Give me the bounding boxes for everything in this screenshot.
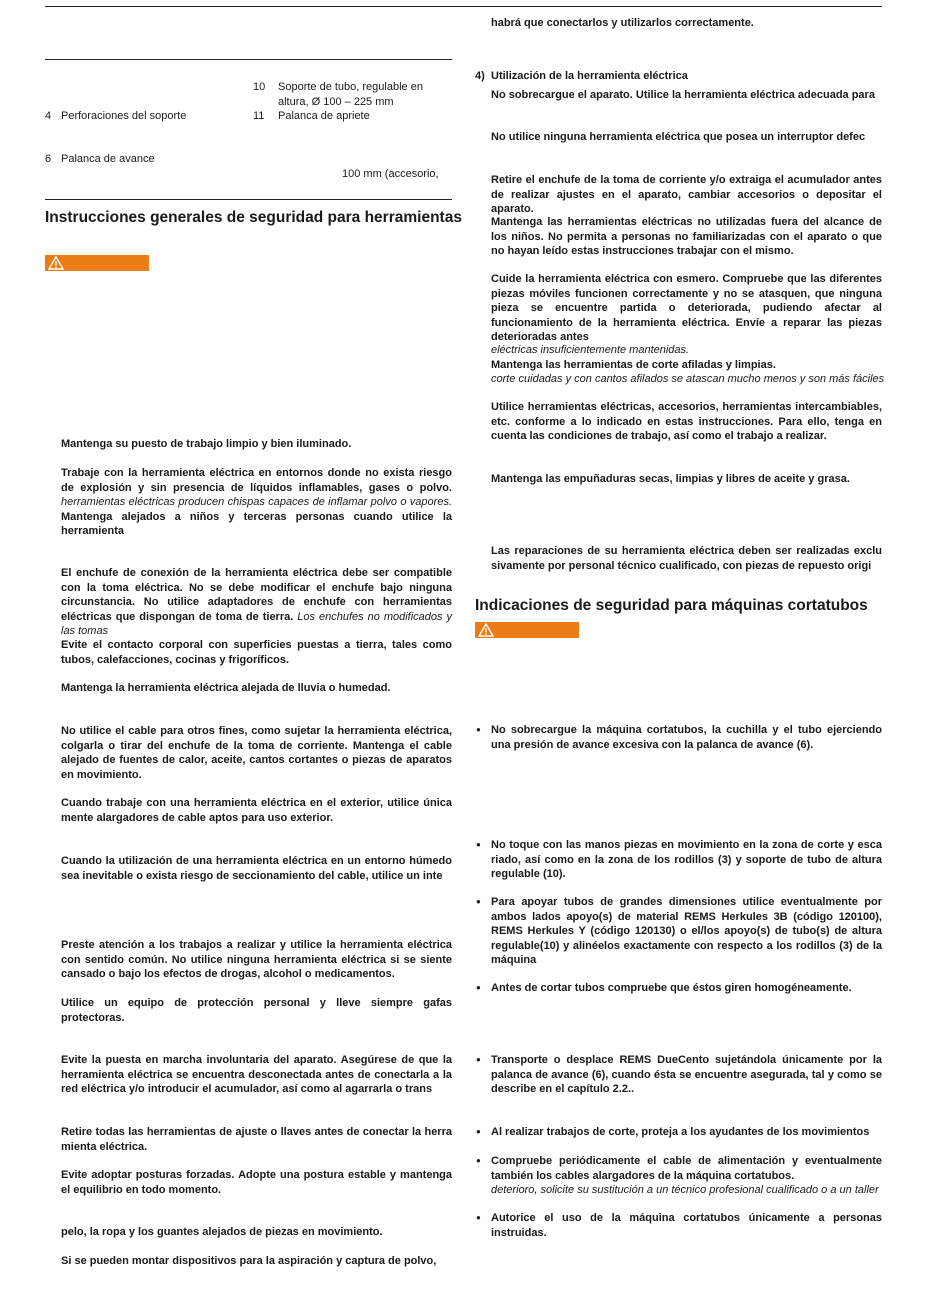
part-number: 11 bbox=[253, 110, 265, 122]
safety-paragraph: No sobrecargue el aparato. Utilice la herramienta eléctrica adecuada para bbox=[491, 89, 875, 101]
list-item: Antes de cortar tubos compruebe que éstos giren homogéneamente. bbox=[491, 982, 852, 994]
paragraph-bold: El enchufe de conexión de la herramienta eléctrica debe ser compatible con la toma eléctrica. No se debe modificar el enchufe bajo ninguna circunstancia. No utilice adaptadores de enchufe con herramientas eléctricas que dispongan de toma de tierra. bbox=[61, 567, 452, 623]
safety-paragraph: Evite el contacto corporal con superficies puestas a tierra, tales como tubos, calefacciones, cocinas y frigoríficos. bbox=[61, 639, 452, 666]
safety-paragraph bbox=[61, 566, 452, 639]
paragraph-italic: eléctricas insuficientemente mantenidas. bbox=[491, 344, 690, 356]
list-item bbox=[491, 1154, 882, 1198]
section-number: 4) bbox=[475, 70, 485, 82]
top-rule bbox=[45, 6, 882, 7]
safety-paragraph: Mantenga las herramientas eléctricas no utilizadas fuera del alcance de los niños. No permita a personas no familiarizadas con el aparato o que no hayan leído estas instrucciones trabajar con el mismo. bbox=[491, 216, 882, 257]
safety-paragraph: Preste atención a los trabajos a realizar y utilice la herramienta eléctrica con sentido común. No utilice ninguna herramienta eléctrica si se siente cansado o bajo los efectos de drogas, alcohol o medicamentos. bbox=[61, 939, 452, 980]
safety-paragraph: Retire todas las herramientas de ajuste o llaves antes de conectar la herra mienta eléctrica. bbox=[61, 1126, 452, 1153]
bullet-icon: ● bbox=[476, 1156, 481, 1165]
list-item: No toque con las manos piezas en movimiento en la zona de corte y esca riado, así como en la zona de los rodillos (3) y soporte de tubo de altura regulable (10). bbox=[491, 839, 882, 880]
paragraph-bold: Mantenga las herramientas de corte afiladas y limpias. bbox=[491, 358, 776, 371]
safety-paragraph: Si se pueden montar dispositivos para la aspiración y captura de polvo, bbox=[61, 1255, 437, 1267]
part-number: 10 bbox=[253, 81, 266, 93]
safety-paragraph: Evite adoptar posturas forzadas. Adopte una postura estable y mantenga el equilibrio en todo momento. bbox=[61, 1169, 452, 1196]
bullet-icon: ● bbox=[476, 1127, 481, 1136]
paragraph-italic: herramientas eléctricas producen chispas capaces de inflamar polvo o vapores. bbox=[61, 496, 452, 508]
safety-paragraph bbox=[61, 466, 452, 539]
safety-paragraph bbox=[491, 343, 885, 387]
warning-triangle-icon bbox=[48, 256, 64, 270]
paragraph-italic: corte cuidadas y con cantos afilados se atascan mucho menos y son más fáciles bbox=[491, 373, 885, 385]
part-label: Palanca de avance bbox=[61, 153, 155, 165]
safety-paragraph: Mantenga las empuñaduras secas, limpias y libres de aceite y grasa. bbox=[491, 473, 850, 485]
bullet-icon: ● bbox=[476, 725, 481, 734]
bullet-icon: ● bbox=[476, 1055, 481, 1064]
part-label: Perforaciones del soporte bbox=[61, 110, 187, 122]
paragraph-bold: Mantenga alejados a niños y terceras personas cuando utilice la herramienta bbox=[61, 510, 452, 537]
section-heading: Instrucciones generales de seguridad para herramientas bbox=[45, 209, 462, 226]
bullet-icon: ● bbox=[476, 840, 481, 849]
part-label: altura, Ø 100 – 225 mm bbox=[278, 96, 394, 108]
safety-paragraph: Cuando trabaje con una herramienta eléctrica en el exterior, utilice única mente alargadores de cable aptos para uso exterior. bbox=[61, 797, 452, 824]
bullet-icon: ● bbox=[476, 983, 481, 992]
paragraph-italic: Los enchufes no modificados y las tomas bbox=[61, 610, 452, 637]
list-item: Autorice el uso de la máquina cortatubos únicamente a personas instruidas. bbox=[491, 1212, 882, 1239]
safety-paragraph: Cuando la utilización de una herramienta eléctrica en un entorno húmedo sea inevitable o exista riesgo de seccionamiento del cable, utilice un inte bbox=[61, 855, 452, 882]
safety-paragraph: Mantenga la herramienta eléctrica alejada de lluvia o humedad. bbox=[61, 682, 391, 694]
list-item: No sobrecargue la máquina cortatubos, la cuchilla y el tubo ejerciendo una presión de avance excesiva con la palanca de avance (6). bbox=[491, 724, 882, 751]
part-label: Palanca de apriete bbox=[278, 110, 370, 122]
safety-paragraph: habrá que conectarlos y utilizarlos correctamente. bbox=[491, 17, 754, 29]
safety-paragraph: No utilice ninguna herramienta eléctrica que posea un interruptor defec bbox=[491, 131, 866, 143]
list-item: Transporte o desplace REMS DueCento sujetándola únicamente por la palanca de avance (6), cuando ésta se encuentre asegurada, tal y como se describe en el capítulo 2.2.. bbox=[491, 1054, 882, 1095]
list-item: Al realizar trabajos de corte, proteja a los ayudantes de los movimientos bbox=[491, 1126, 870, 1138]
paragraph-bold: Trabaje con la herramienta eléctrica en entornos donde no exista riesgo de explosión y sin presencia de líquidos inflamables, gases o polvo. bbox=[61, 467, 452, 494]
safety-paragraph: Retire el enchufe de la toma de corriente y/o extraiga el acumulador antes de realizar ajustes en el aparato, cambiar accesorios o depositar el aparato. bbox=[491, 174, 882, 215]
safety-paragraph: Utilice un equipo de protección personal y lleve siempre gafas protectoras. bbox=[61, 997, 452, 1024]
safety-paragraph: Cuide la herramienta eléctrica con esmero. Compruebe que las diferentes piezas móviles funcionen correctamente y no se atasquen, que ninguna pieza se encuentre partida o deteriorada, pudiendo afectar al funcionamiento de la herramienta eléctrica. Envíe a reparar las piezas deterioradas antes bbox=[491, 273, 882, 343]
safety-paragraph: Mantenga su puesto de trabajo limpio y bien iluminado. bbox=[61, 438, 352, 450]
parts-rule-top bbox=[45, 59, 452, 60]
safety-paragraph: No utilice el cable para otros fines, como sujetar la herramienta eléctrica, colgarla o tirar del enchufe de la toma de corriente. Mantenga el cable alejado de fuentes de calor, aceite, cantos cortantes o piezas de aparatos en movimiento. bbox=[61, 725, 452, 781]
part-number: 4 bbox=[45, 110, 52, 122]
warning-banner bbox=[45, 255, 149, 271]
section-title: Utilización de la herramienta eléctrica bbox=[491, 70, 688, 82]
accessory-note: 100 mm (accesorio, bbox=[342, 168, 439, 180]
safety-paragraph: Evite la puesta en marcha involuntaria del aparato. Asegúrese de que la herramienta eléctrica se encuentra desconectada antes de conectarla a la red eléctrica y/o introducir el acumulador, así como al agarrarla o trans bbox=[61, 1054, 452, 1095]
part-number: 6 bbox=[45, 153, 52, 165]
safety-paragraph: Utilice herramientas eléctricas, accesorios, herramientas intercambiables, etc. conforme a lo indicado en estas instrucciones. Para ello, tenga en cuenta las condiciones de trabajo, así como el trabajo a realizar. bbox=[491, 401, 882, 442]
paragraph-bold: Compruebe periódicamente el cable de alimentación y eventualmente también los cables alargadores de la máquina cortatubos. bbox=[491, 1155, 882, 1182]
safety-paragraph: pelo, la ropa y los guantes alejados de piezas en movimiento. bbox=[61, 1226, 383, 1238]
bullet-icon: ● bbox=[476, 1213, 481, 1222]
bullet-icon: ● bbox=[476, 897, 481, 906]
list-item: Para apoyar tubos de grandes dimensiones utilice eventualmente por ambos lados apoyo(s) de material REMS Herkules 3B (código 120100), REMS Herkules Y (código 120130) o el/los apoyo(s) de tubo(s) de altura regulable(10) y alinéelos exactamente con respecto a los rodillos (3) de la máquina bbox=[491, 896, 882, 966]
section-heading: Indicaciones de seguridad para máquinas cortatubos bbox=[475, 597, 868, 614]
part-label: Soporte de tubo, regulable en bbox=[278, 81, 423, 93]
safety-paragraph: Las reparaciones de su herramienta eléctrica deben ser realizadas exclu sivamente por personal técnico cualificado, con piezas de repuesto origi bbox=[491, 545, 882, 572]
parts-rule-bottom bbox=[45, 199, 452, 200]
warning-triangle-icon bbox=[478, 623, 494, 637]
paragraph-italic: deterioro, solicite su sustitución a un técnico profesional cualificado o a un taller bbox=[491, 1184, 879, 1196]
warning-banner bbox=[475, 622, 579, 638]
